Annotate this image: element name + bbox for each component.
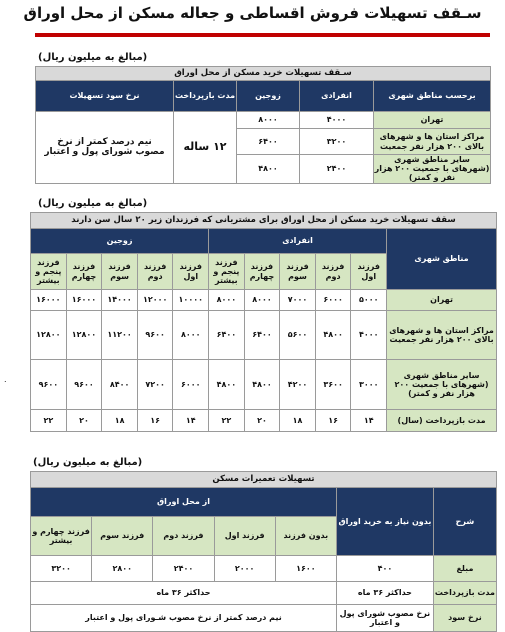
header-desc: شرح xyxy=(433,488,496,556)
header-no-securities: بدون نیاز به خرید اوراق xyxy=(336,488,433,556)
rate-label: نرخ سود xyxy=(433,605,496,632)
value-cell: ۸۰۰۰ xyxy=(209,290,245,311)
value-cell: ۶۰۰۰ xyxy=(315,290,351,311)
value-cell: ۱۶۰۰ xyxy=(275,556,336,582)
purchase-cap-table xyxy=(35,66,491,184)
header-child: فرزند سوم xyxy=(92,517,153,556)
renovation-table xyxy=(30,471,497,632)
term-cell: ۱۲ ساله xyxy=(174,112,237,184)
unit-note-3: (مبالغ به میلیون ریال) xyxy=(33,457,143,468)
value-cell: ۹۶۰۰ xyxy=(137,311,173,360)
header-single: انفرادی xyxy=(209,229,387,254)
header-child: فرزند سوم xyxy=(102,254,138,290)
value-cell: ۷۰۰۰ xyxy=(280,290,316,311)
region-cell: مراکز استان ها و شهرهای بالای ۲۰۰ هزار نفر جمعیت xyxy=(387,311,497,360)
term-label: مدت بازپرداخت xyxy=(433,582,496,605)
term-cell: ۱۶ xyxy=(315,410,351,432)
value-cell: ۱۶۰۰۰ xyxy=(66,290,102,311)
term-cell: حداکثر ۳۶ ماه xyxy=(31,582,337,605)
value-cell: ۲۸۰۰ xyxy=(92,556,153,582)
value-cell: ۳۲۰۰ xyxy=(31,556,92,582)
header-child: فرزند چهارم xyxy=(244,254,280,290)
value-cell: ۶۴۰۰ xyxy=(244,311,280,360)
amount-label: مبلغ xyxy=(433,556,496,582)
header-child: فرزند دوم xyxy=(315,254,351,290)
header-child: فرزند چهارم و بیشتر xyxy=(31,517,92,556)
header-child: فرزند پنجم و بیشتر xyxy=(209,254,245,290)
value-cell: ۱۲۸۰۰ xyxy=(66,311,102,360)
region-cell: مراکز استان ها و شهرهای بالای ۲۰۰ هزار نفر جمعیت xyxy=(374,129,491,155)
term-label: مدت بازپرداخت (سال) xyxy=(387,410,497,432)
header-child: بدون فرزند xyxy=(275,517,336,556)
value-cell: ۱۴۰۰۰ xyxy=(102,290,138,311)
value-cell: ۱۲۸۰۰ xyxy=(31,311,67,360)
value-cell: ۳۲۰۰ xyxy=(300,129,374,155)
value-cell: ۶۰۰۰ xyxy=(173,360,209,410)
header-single: انفرادی xyxy=(300,81,374,112)
header-child: فرزند اول xyxy=(173,254,209,290)
value-cell: ۴۰۰ xyxy=(336,556,433,582)
header-couple: زوجین xyxy=(31,229,209,254)
value-cell: ۶۴۰۰ xyxy=(237,129,300,155)
value-cell: ۵۶۰۰ xyxy=(280,311,316,360)
value-cell: ۹۶۰۰ xyxy=(31,360,67,410)
region-cell: تهران xyxy=(387,290,497,311)
value-cell: ۴۰۰۰ xyxy=(351,311,387,360)
children-purchase-table xyxy=(30,212,497,432)
header-term: مدت بازپرداخت xyxy=(174,81,237,112)
value-cell: ۱۰۰۰۰ xyxy=(173,290,209,311)
header-child: فرزند دوم xyxy=(137,254,173,290)
region-cell: تهران xyxy=(374,112,491,129)
value-cell: ۱۲۰۰۰ xyxy=(137,290,173,311)
header-region: مناطق شهری xyxy=(387,229,497,290)
value-cell: ۴۸۰۰ xyxy=(209,360,245,410)
page-title: سـقف تسهیلات فروش اقساطی و جعاله مسکن از محل اوراق xyxy=(23,4,482,22)
value-cell: ۱۶۰۰۰ xyxy=(31,290,67,311)
header-region: برحسب مناطق شهری xyxy=(374,81,491,112)
value-cell: ۸۰۰۰ xyxy=(237,112,300,129)
value-cell: ۴۸۰۰ xyxy=(244,360,280,410)
term-cell: ۱۴ xyxy=(173,410,209,432)
header-child: فرزند سوم xyxy=(280,254,316,290)
value-cell: ۲۰۰۰ xyxy=(214,556,275,582)
header-couple: زوجین xyxy=(237,81,300,112)
value-cell: ۴۸۰۰ xyxy=(237,155,300,184)
header-child: فرزند اول xyxy=(351,254,387,290)
table-caption: تسهیلات تعمیرات مسکن xyxy=(31,472,497,488)
value-cell: ۵۰۰۰ xyxy=(351,290,387,311)
stray-dot: . xyxy=(4,375,7,384)
table-caption: سقف تسهیلات خرید مسکن از محل اوراق برای مشتریانی که فرزندان زیر ۲۰ سال سن دارند xyxy=(31,213,497,229)
rate-cell: نرخ مصوب شورای پول و اعتبار xyxy=(336,605,433,632)
region-cell: سایر مناطق شهری (شهرهای با جمعیت ۲۰۰ هزار نفر و کمتر) xyxy=(387,360,497,410)
rate-cell: نیم درصد کمتر از نرخ مصوب شورای پول و اعتبار xyxy=(36,112,174,184)
value-cell: ۳۰۰۰ xyxy=(351,360,387,410)
title-divider xyxy=(35,33,490,37)
term-cell: ۱۸ xyxy=(102,410,138,432)
header-child: فرزند چهارم xyxy=(66,254,102,290)
region-cell: سایر مناطق شهری (شهرهای با جمعیت ۲۰۰ هزار نفر و کمتر) xyxy=(374,155,490,183)
value-cell: ۸۰۰۰ xyxy=(244,290,280,311)
value-cell: ۱۱۲۰۰ xyxy=(102,311,138,360)
value-cell: ۲۴۰۰ xyxy=(300,155,374,184)
term-cell: حداکثر ۳۶ ماه xyxy=(336,582,433,605)
term-cell: ۲۰ xyxy=(244,410,280,432)
header-child: فرزند اول xyxy=(214,517,275,556)
header-child: فرزند پنجم و بیشتر xyxy=(31,254,67,290)
term-cell: ۲۲ xyxy=(31,410,67,432)
value-cell: ۹۶۰۰ xyxy=(66,360,102,410)
table-caption: سـقف تسهیلات خرید مسکن از محل اوراق xyxy=(36,67,491,81)
value-cell: ۴۸۰۰ xyxy=(315,311,351,360)
value-cell: ۸۴۰۰ xyxy=(102,360,138,410)
value-cell: ۴۲۰۰ xyxy=(280,360,316,410)
term-cell: ۲۰ xyxy=(66,410,102,432)
value-cell: ۳۶۰۰ xyxy=(315,360,351,410)
value-cell: ۷۲۰۰ xyxy=(137,360,173,410)
term-cell: ۲۲ xyxy=(209,410,245,432)
unit-note-1: (مبالغ به میلیون ریال) xyxy=(38,52,148,63)
header-rate: نرخ سود تسهیلات xyxy=(36,81,174,112)
term-cell: ۱۶ xyxy=(137,410,173,432)
header-from-securities: از محل اوراق xyxy=(31,488,337,517)
value-cell: ۸۰۰۰ xyxy=(173,311,209,360)
value-cell: ۴۰۰۰ xyxy=(300,112,374,129)
rate-cell: نیم درصد کمتر از نرخ مصوب شـورای پول و اعتبار xyxy=(31,605,337,632)
value-cell: ۲۴۰۰ xyxy=(153,556,214,582)
unit-note-2: (مبالغ به میلیون ریال) xyxy=(38,198,148,209)
header-child: فرزند دوم xyxy=(153,517,214,556)
value-cell: ۶۴۰۰ xyxy=(209,311,245,360)
term-cell: ۱۸ xyxy=(280,410,316,432)
term-cell: ۱۴ xyxy=(351,410,387,432)
